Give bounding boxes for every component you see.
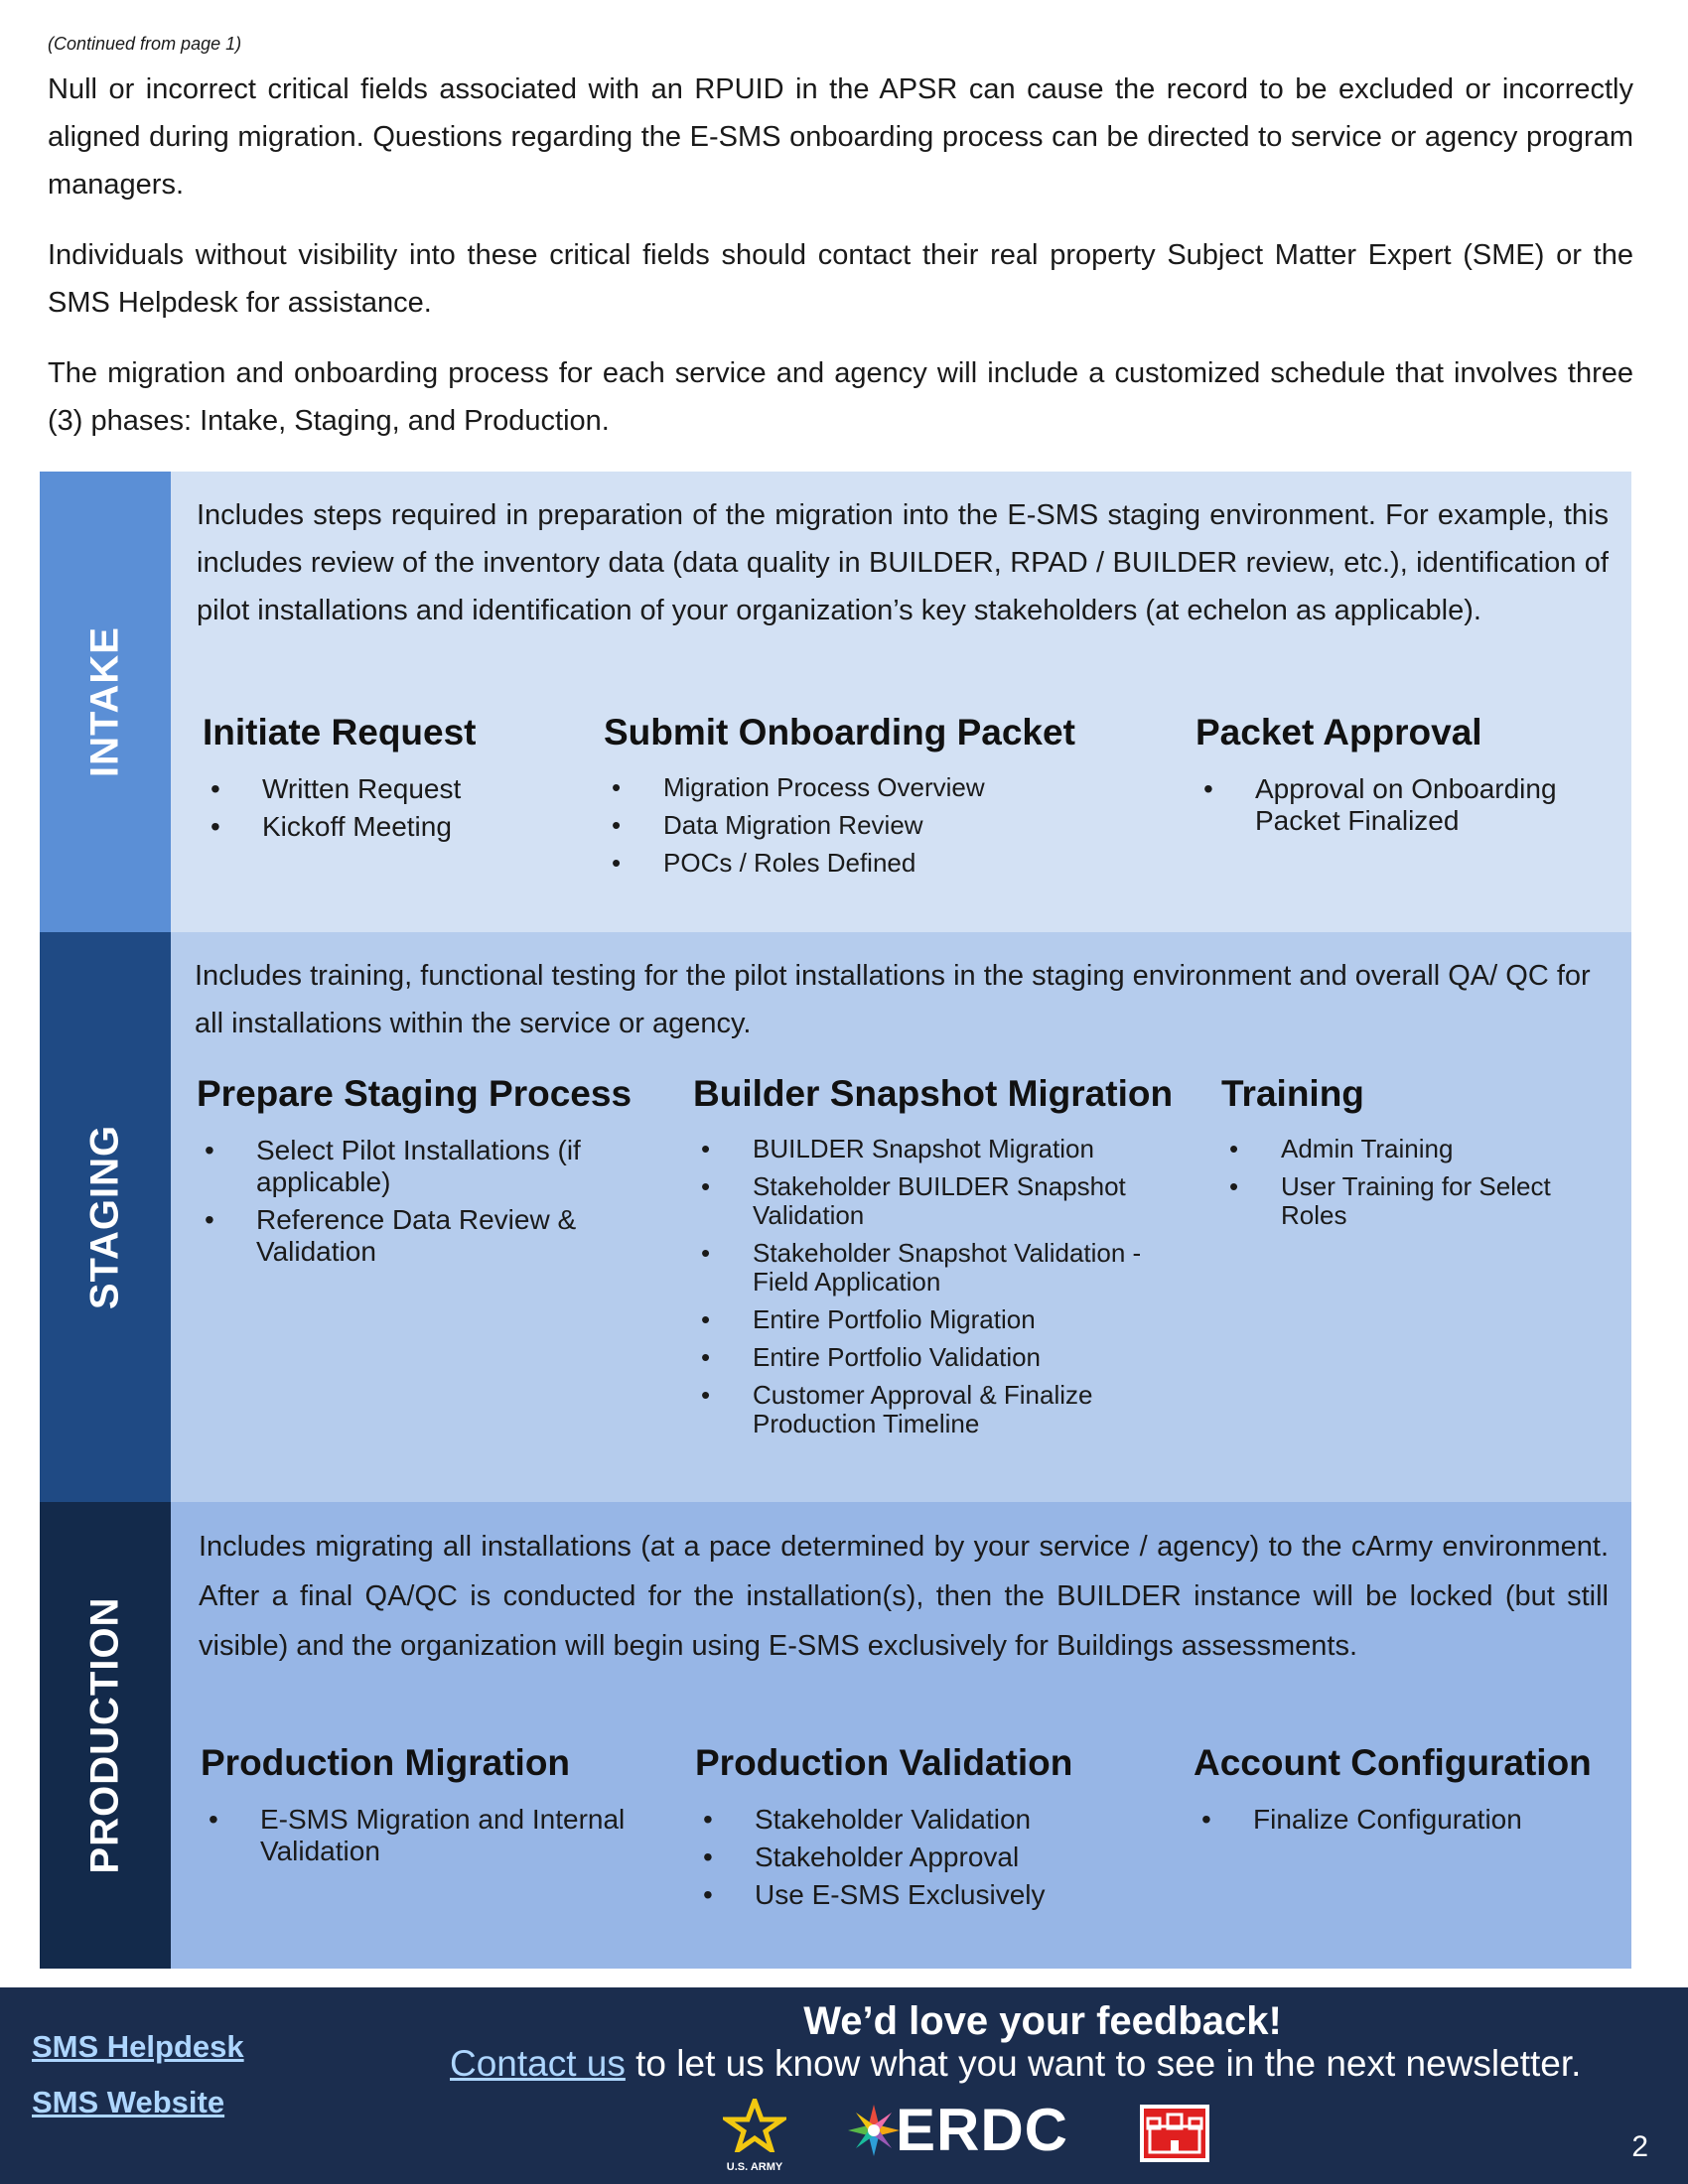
list-item: • Customer Approval & Finalize Production Timeline xyxy=(693,1381,1190,1438)
us-army-logo xyxy=(723,2099,786,2174)
newsletter-footer xyxy=(0,1987,1688,2184)
phase-production xyxy=(40,1502,1631,1969)
phase-tab-intake xyxy=(40,472,171,932)
continued-note: (Continued from page 1) xyxy=(48,34,242,54)
step-list xyxy=(693,1135,1190,1438)
list-item: • Entire Portfolio Migration xyxy=(693,1305,1190,1334)
intro-paragraph-2: Individuals without visibility into these critical fields should contact their real property Subject Matter Expert (SME) or the SMS Helpdesk for assistance. xyxy=(48,239,1633,319)
step-column xyxy=(201,1740,628,1873)
step-column xyxy=(1194,1740,1620,1842)
step-list xyxy=(604,773,1120,878)
step-title: Production Validation xyxy=(695,1742,1073,1783)
army-logo-text: U.S. ARMY xyxy=(726,2161,783,2173)
list-item: • Approval on Onboarding Packet Finalized xyxy=(1196,773,1613,837)
step-column xyxy=(693,1071,1190,1447)
sms-website-link[interactable]: SMS Website xyxy=(32,2085,225,2119)
usace-castle-logo xyxy=(1140,2105,1209,2162)
step-title: Account Configuration xyxy=(1194,1742,1592,1783)
step-title: Initiate Request xyxy=(203,712,477,752)
phase-panel-staging xyxy=(171,932,1631,1502)
contact-us-link[interactable]: Contact us xyxy=(450,2043,626,2084)
list-item: • Data Migration Review xyxy=(604,811,1120,840)
list-item: • BUILDER Snapshot Migration xyxy=(693,1135,1190,1163)
phase-intake xyxy=(40,472,1631,932)
phase-description: Includes training, functional testing for the pilot installations in the staging environment and overall QA/ QC for all installations within the service or agency. xyxy=(195,960,1591,1039)
list-item: • Finalize Configuration xyxy=(1194,1804,1620,1836)
step-column xyxy=(604,710,1120,887)
phase-description: Includes steps required in preparation of the migration into the E-SMS staging environment. For example, this includes review of the inventory data (data quality in BUILDER, RPAD / BUILDER review, etc.), identification of pilot installations and identification of your organization’s key stakeholders (at echelon as applicable). xyxy=(197,499,1609,626)
phase-label: STAGING xyxy=(82,1124,127,1310)
army-star-icon xyxy=(723,2099,786,2152)
step-list xyxy=(1221,1135,1609,1230)
phase-label: PRODUCTION xyxy=(82,1596,127,1874)
list-item: • Entire Portfolio Validation xyxy=(693,1343,1190,1372)
phase-staging xyxy=(40,932,1631,1502)
step-list xyxy=(201,1804,628,1867)
step-column xyxy=(695,1740,1152,1917)
step-list xyxy=(1194,1804,1620,1836)
list-item: • User Training for Select Roles xyxy=(1221,1172,1609,1230)
list-item: • Stakeholder Snapshot Validation - Field Application xyxy=(693,1239,1190,1297)
list-item: • E-SMS Migration and Internal Validation xyxy=(201,1804,628,1867)
step-list xyxy=(695,1804,1152,1911)
step-column xyxy=(197,1071,643,1274)
step-column xyxy=(1221,1071,1609,1239)
erdc-logo-text: ERDC xyxy=(896,2097,1069,2163)
step-title: Packet Approval xyxy=(1196,712,1482,752)
step-title: Prepare Staging Process xyxy=(197,1073,633,1114)
feedback-text: to let us know what you want to see in the next newsletter. xyxy=(625,2043,1582,2084)
list-item: • Admin Training xyxy=(1221,1135,1609,1163)
phase-tab-staging xyxy=(40,932,171,1502)
phase-label: INTAKE xyxy=(82,626,127,777)
step-title: Production Migration xyxy=(201,1742,571,1783)
list-item: • Stakeholder Approval xyxy=(695,1842,1152,1873)
step-title: Training xyxy=(1221,1073,1364,1114)
list-item: • Stakeholder Validation xyxy=(695,1804,1152,1836)
step-title: Builder Snapshot Migration xyxy=(693,1073,1174,1114)
feedback-line xyxy=(450,2043,1581,2085)
sms-helpdesk-link[interactable]: SMS Helpdesk xyxy=(32,2029,244,2064)
list-item: • Migration Process Overview xyxy=(604,773,1120,802)
step-list xyxy=(203,773,580,843)
list-item: • Use E-SMS Exclusively xyxy=(695,1879,1152,1911)
step-column xyxy=(203,710,580,849)
step-column xyxy=(1196,710,1613,843)
page-number: 2 xyxy=(1631,2130,1648,2163)
step-list xyxy=(1196,773,1613,837)
phase-tab-production xyxy=(40,1502,171,1969)
feedback-title: We’d love your feedback! xyxy=(803,1999,1282,2043)
list-item: • Stakeholder BUILDER Snapshot Validation xyxy=(693,1172,1190,1230)
intro-paragraph-1: Null or incorrect critical fields associated with an RPUID in the APSR can cause the record to be excluded or incorrectly aligned during migration. Questions regarding the E-SMS onboarding process can be directed to service or agency program managers. xyxy=(48,73,1633,201)
list-item: • Kickoff Meeting xyxy=(203,811,580,843)
castle-icon xyxy=(1144,2109,1205,2158)
list-item: • Reference Data Review & Validation xyxy=(197,1204,643,1268)
phase-panel-intake xyxy=(171,472,1631,932)
phase-panel-production xyxy=(171,1502,1631,1969)
step-list xyxy=(197,1135,643,1268)
list-item: • Written Request xyxy=(203,773,580,805)
phase-description: Includes migrating all installations (at a pace determined by your service / agency) to the cArmy environment. After a final QA/QC is conducted for the installation(s), then the BUILDER instance will be locked (but still visible) and the organization will begin using E-SMS exclusively for Buildings assessments. xyxy=(199,1531,1609,1662)
erdc-logo xyxy=(846,2097,1070,2166)
intro-paragraph-3: The migration and onboarding process for each service and agency will include a customized schedule that involves three (3) phases: Intake, Staging, and Production. xyxy=(48,357,1633,437)
list-item: • POCs / Roles Defined xyxy=(604,849,1120,878)
list-item: • Select Pilot Installations (if applicable) xyxy=(197,1135,643,1198)
erdc-burst-icon xyxy=(846,2103,902,2158)
step-title: Submit Onboarding Packet xyxy=(604,712,1075,752)
